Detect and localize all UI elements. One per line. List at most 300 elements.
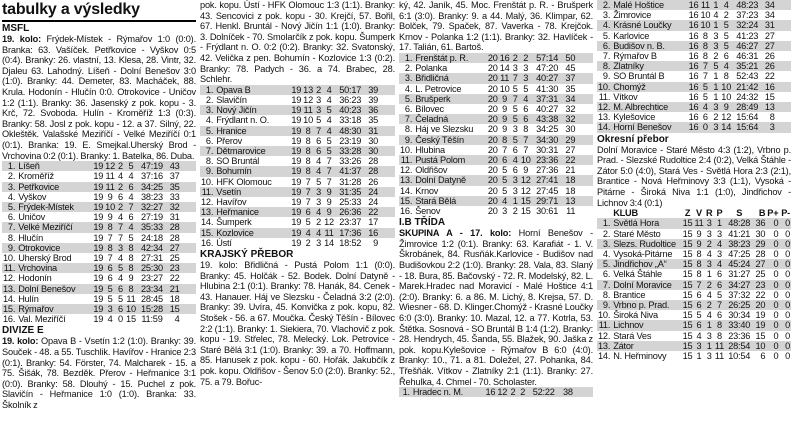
cell-bm [585, 124, 593, 134]
cell-t: Hradec n. M. [412, 387, 485, 397]
cell-d: 7 [511, 73, 520, 83]
cell-sc: 31:35 [335, 187, 366, 197]
cell-p: 22 [563, 155, 577, 165]
cell-n: 7. [602, 51, 611, 62]
cell-sc: 27:31 [140, 252, 163, 263]
cell-p: 26 [764, 51, 775, 62]
cell-n: 7. [597, 280, 612, 290]
table-row [200, 95, 395, 105]
cell-bp [576, 206, 584, 216]
cell-sc: 23:27 [140, 273, 163, 284]
table-row [399, 114, 593, 124]
cell-bm [585, 94, 593, 104]
cell-l: 3 [520, 73, 532, 83]
cell-n: 4. [404, 83, 413, 94]
cell-g: 19 [93, 314, 104, 325]
cell-bm [585, 84, 593, 94]
cell-w: 7 [305, 196, 311, 207]
table-row [597, 51, 791, 61]
krajsky-prebor-results-text: 19. kolo: Břidličná - Pustá Polom 1:1 (0:0). Branky: 45. Holčák - 52. Bodek. Dolní Datyně - Hlubina 2:1 (0:1). Branky: 78. Hanák, 84. Cenek - 43. Hanauer. Háj ve Slezsku - Čeladná 3:2 (2:0). Branky: 39. Uvíra, 45. Konvička z pok. kopu, 82. Stošek - 56. a 67. Moučka. Český Těšín - Bílovec 2:2 (1:1). Branky: 1. Siekiera, 70. Vlachovič z pok. kopu - 19. Střelec, 78. Melecký. Lok. Petrovice - Staré Bělá 3:1 (1:0). Branky: 39. a 70. Hoffmann, 85. Hanusek z pok. kopu - 60. Hořák. Jakubčík z pok. kopu. Oldřišov - Šenov 5:0 (2:0). Branky: 52., 75. a 79. Bořuc- [200, 260, 395, 387]
table-row [597, 41, 791, 51]
cell-n: 8. [205, 156, 214, 167]
cell-t: Slezs. Rudoltice [612, 239, 681, 249]
table-row [597, 71, 791, 81]
cell-bm [387, 166, 395, 176]
cell-n: 9. [200, 166, 215, 176]
cell-d: 4 [706, 289, 712, 300]
cell-bp [181, 212, 189, 222]
cell-g: 19 [291, 207, 302, 218]
cell-d: 3 [705, 218, 714, 228]
cell-bm [188, 202, 196, 212]
cell-sc: 37:31 [532, 94, 563, 104]
cell-g: 19 [93, 212, 104, 223]
cell-d: 1 [706, 269, 712, 280]
cell-p: 4 [174, 314, 180, 325]
cell-bp [379, 187, 387, 197]
cell-p: 30 [565, 124, 576, 135]
table-row [597, 249, 791, 259]
cell-bm [585, 104, 593, 114]
cell-d: 3 [512, 185, 518, 196]
cell-bm [585, 206, 593, 216]
cell-l: 11 [324, 227, 334, 238]
cell-w: 7 [302, 187, 314, 197]
cell-n: 15. [400, 195, 413, 206]
cell-t: KLUB [613, 208, 638, 219]
cell-d: 2 [713, 51, 719, 62]
cell-sc: 18:52 [339, 237, 362, 248]
cell-bp: 0 [766, 320, 779, 330]
table-row [2, 161, 196, 171]
cell-l: 6 [520, 114, 532, 124]
cell-t: Šumperk [216, 217, 252, 228]
cell-p: 22 [169, 273, 180, 284]
cell-bm [188, 284, 196, 294]
table-row [597, 61, 791, 71]
cell-bp [379, 105, 387, 115]
cell-n: 14. [598, 122, 611, 133]
cell-t: Brantice [613, 289, 646, 300]
cell-l: 5 [723, 30, 729, 41]
cell-l: 6 [128, 212, 134, 223]
cell-g: 19 [291, 156, 302, 167]
cell-n: 11. [201, 186, 214, 197]
cell-l: 12 [324, 217, 334, 228]
cell-bm: 0 [779, 320, 791, 330]
cell-d: 2 [705, 280, 714, 290]
cell-sc: 32:24 [732, 20, 762, 30]
cell-w: 8 [302, 126, 314, 136]
cell-t: Frýdlant n. O. [216, 115, 270, 126]
table-row [597, 351, 791, 361]
cell-w: 3 [104, 304, 116, 314]
cell-g: 19 [93, 303, 104, 314]
cell-bm [783, 122, 791, 132]
table-row [399, 175, 593, 185]
cell-d: 3 [706, 351, 712, 362]
cell-t: Široká Niva [613, 310, 658, 321]
cell-w: 6 [693, 320, 704, 330]
cell-l: 7 [520, 135, 532, 145]
cell-bp [379, 238, 387, 248]
cell-d: 3 [314, 187, 323, 197]
cell-d: 4 [314, 207, 323, 217]
table-row [597, 92, 791, 102]
cell-d: 2 [116, 202, 125, 212]
cell-sc: 11:59 [141, 314, 163, 325]
cell-n: 2. [404, 63, 413, 74]
cell-g: 15 [682, 351, 693, 362]
table-row [200, 187, 395, 197]
cell-p: 22 [755, 289, 766, 300]
cell-t: Nový Jičín [215, 105, 290, 115]
cell-g: 16 [688, 0, 699, 10]
cell-d: 3 [706, 330, 712, 341]
cell-g: 19 [93, 222, 104, 233]
cell-w: 8 [104, 222, 116, 232]
cell-g: 15 [682, 238, 693, 249]
cell-sc: 34:27 [725, 280, 753, 290]
cell-sc: 47:19 [137, 161, 167, 171]
cell-sc: 31:27 [728, 269, 751, 280]
cell-bm [783, 71, 791, 81]
cell-t: Ústí [216, 237, 232, 248]
cell-g: 16 [688, 61, 699, 72]
cell-bm [387, 187, 395, 197]
cell-g: 19 [93, 273, 104, 284]
cell-l: 9 [326, 196, 332, 207]
table-row [399, 387, 593, 397]
cell-t: Vrchovina [17, 263, 92, 273]
cell-d: 5 [316, 115, 322, 126]
cell-d: 2 [116, 182, 125, 192]
cell-g: 20 [487, 52, 498, 63]
cell-n: 8. [7, 232, 16, 243]
table-row [597, 31, 791, 41]
cell-bm [783, 0, 791, 10]
cell-bp [576, 114, 584, 124]
cell-d: 4 [314, 228, 323, 238]
cell-w: 10 [303, 115, 313, 126]
cell-p: 33 [169, 191, 180, 202]
cell-sc: 37:16 [140, 171, 163, 182]
cell-d: 2 [705, 300, 714, 310]
cell-g: 15 [682, 279, 693, 290]
cell-w: 5 [699, 82, 711, 92]
cell-g: 20 [487, 165, 498, 176]
cell-p: 6 [760, 351, 766, 362]
cell-g: 19 [93, 191, 104, 202]
cell-p: 35 [167, 182, 180, 192]
cell-n: 12. [598, 102, 611, 113]
cell-g: 19 [93, 242, 104, 253]
cell-bp [379, 228, 387, 238]
cell-bm [188, 314, 196, 324]
cell-l: 2 [520, 53, 532, 63]
cell-bp [181, 253, 189, 263]
cell-d: 4 [316, 156, 322, 167]
cell-bp [181, 161, 189, 171]
cell-t: Hlučín [18, 232, 44, 243]
table-row [200, 217, 395, 227]
cell-d: 3 [511, 175, 520, 185]
cell-bm [585, 63, 593, 73]
cell-l: 7 [523, 144, 529, 155]
cell-l: 5 [720, 20, 732, 30]
cell-bm [387, 207, 395, 217]
cell-n: 8. [404, 124, 413, 135]
cell-bp [776, 112, 784, 122]
cell-d: 2 [705, 239, 714, 249]
cell-l: 4 [720, 61, 732, 71]
cell-p: 13 [563, 196, 577, 206]
cell-d: 5 [511, 114, 520, 124]
cell-n: 6. [205, 135, 214, 146]
msfl-results-text [2, 34, 196, 161]
cell-n: 13. [400, 175, 413, 186]
cell-w: 0 [699, 122, 711, 132]
cell-d: 4 [118, 171, 123, 182]
cell-d: 7 [116, 222, 125, 232]
cell-l: 9 [323, 187, 335, 197]
table-row [2, 273, 196, 283]
table-row [200, 228, 395, 238]
cell-d: R [706, 208, 713, 219]
cell-w: 8 [693, 259, 704, 269]
cell-p: 38 [560, 387, 574, 397]
cell-n: 2. [602, 228, 611, 239]
cell-sc: 28:49 [732, 102, 762, 112]
cell-sc: 35:33 [137, 222, 167, 232]
cell-w: 9 [502, 124, 508, 135]
cell-t: Vyškov [18, 191, 47, 202]
cell-d: 6 [512, 165, 518, 176]
cell-w: 8 [696, 249, 702, 260]
cell-p: 36 [753, 218, 766, 228]
cell-bm [188, 263, 196, 273]
table-row [597, 10, 791, 20]
cell-n: 9. [399, 135, 414, 145]
cell-l: 9 [128, 273, 134, 284]
cell-sc: 34:30 [532, 135, 563, 145]
cell-bp [181, 222, 189, 232]
cell-p: 24 [368, 196, 379, 207]
table-row [399, 165, 593, 175]
cell-n: 12. [201, 196, 214, 207]
table-row [2, 314, 196, 324]
cell-n: 5. [2, 202, 17, 212]
cell-w: 10 [105, 201, 115, 212]
cell-g: 20 [487, 195, 498, 206]
cell-p: 18 [563, 175, 577, 185]
cell-bm [585, 196, 593, 206]
cell-sc: 41:23 [736, 30, 759, 41]
table-row [2, 171, 196, 181]
table-row [597, 290, 791, 300]
table-row [597, 300, 791, 310]
cell-sc: 47:20 [536, 63, 559, 74]
table-row [399, 186, 593, 196]
table-row [200, 177, 395, 187]
cell-d: 7 [118, 232, 123, 243]
cell-g: 19 [93, 283, 104, 294]
cell-sc: 40:23 [335, 105, 366, 115]
cell-g: 15 [682, 289, 693, 300]
cell-n: 3. [399, 73, 414, 83]
cell-bm [188, 192, 196, 202]
cell-l: 14 [324, 237, 334, 248]
cell-t: Frýdek-Místek [17, 202, 92, 212]
table-row [399, 145, 593, 155]
cell-bm: 0 [785, 249, 790, 260]
cell-p: 28 [365, 166, 379, 176]
cell-l: 5 [717, 289, 722, 300]
cell-p: 43 [167, 161, 180, 171]
cell-t: Světlá Hora [612, 218, 681, 228]
msfl-standings-table [2, 161, 196, 324]
cell-t: Zlatníky [612, 61, 687, 71]
table-row [597, 0, 791, 10]
table-row [597, 320, 791, 330]
cell-bp [181, 273, 189, 283]
cell-n: 4. [7, 191, 16, 202]
cell-g: 16 [688, 10, 699, 21]
cell-n: 12. [400, 165, 413, 176]
table-row [399, 155, 593, 165]
cell-sc: 37:32 [728, 289, 751, 300]
cell-bp [181, 202, 189, 212]
cell-g: 19 [93, 293, 104, 304]
cell-sc: 26:36 [335, 207, 366, 217]
cell-p: 32 [167, 202, 180, 212]
cell-p: 31 [169, 212, 180, 223]
cell-w: 4 [302, 228, 314, 238]
cell-w: 5 [305, 217, 311, 228]
cell-t: Velké Meziříčí [17, 222, 92, 232]
cell-bm [585, 73, 593, 83]
cell-bp [576, 94, 584, 104]
cell-sc: 23:34 [137, 284, 167, 294]
cell-sc: 27:36 [536, 165, 559, 176]
cell-t: Rýmařov B [613, 51, 657, 62]
cell-bp [379, 166, 387, 176]
cell-bp [379, 156, 387, 166]
cell-bm [783, 51, 791, 61]
cell-sc: 41:21 [728, 228, 751, 239]
cell-bm [783, 31, 791, 41]
cell-g: 20 [487, 124, 498, 135]
cell-t: HFK Olomouc [216, 176, 272, 187]
cell-n: 6. [597, 41, 612, 51]
cell-g: 19 [291, 176, 302, 187]
cell-p: 10 [753, 341, 766, 351]
table-row [2, 284, 196, 294]
cell-d: 6 [116, 304, 125, 314]
table-row [2, 202, 196, 212]
cell-bm [783, 61, 791, 71]
cell-w: 9 [499, 94, 511, 104]
cell-g: 19 [291, 217, 302, 228]
cell-w: 6 [702, 112, 708, 123]
cell-bm [188, 161, 196, 171]
cell-p: 29 [563, 135, 577, 145]
cell-p: 34 [563, 94, 577, 104]
cell-l: 4 [326, 115, 332, 126]
cell-g: 15 [682, 218, 693, 229]
cell-t: Krásné Loučky [612, 20, 687, 30]
cell-w: 9 [693, 239, 704, 249]
cell-g: 16 [688, 91, 699, 102]
cell-bm [585, 145, 593, 155]
table-row [200, 238, 395, 248]
column-2 [200, 0, 395, 434]
cell-l: 10 [126, 303, 136, 314]
cell-n: 10. [598, 81, 611, 92]
cell-g: 19 [291, 135, 302, 146]
cell-n: 6. [7, 212, 16, 223]
cell-bp: 0 [766, 218, 779, 228]
cell-g: 19 [93, 181, 104, 192]
cell-bp [181, 243, 189, 253]
cell-bp: 0 [766, 341, 779, 351]
cell-t: Hranice [215, 126, 290, 136]
cell-bp [379, 207, 387, 217]
cell-p: 27 [753, 259, 766, 269]
table-row [399, 124, 593, 134]
cell-bm [583, 387, 593, 397]
cell-sc: 52:43 [736, 71, 759, 82]
cell-t: Staré Město [613, 228, 661, 239]
cell-d: 6 [116, 284, 125, 294]
cell-t: Velká Štáhle [613, 269, 662, 280]
cell-p: 27 [167, 243, 180, 253]
cell-bm [387, 85, 395, 95]
table-row [399, 94, 593, 104]
table-row [2, 294, 196, 304]
cell-t: Přerov [216, 135, 243, 146]
cell-n: 4. [597, 20, 612, 30]
cell-sc: 48:30 [335, 126, 366, 136]
cell-sc: 50:17 [335, 85, 366, 95]
cell-g: 20 [487, 155, 498, 165]
cell-w: 16 [499, 52, 510, 63]
cell-w: 8 [499, 135, 511, 145]
cell-d: 5 [116, 263, 125, 273]
cell-w: 9 [696, 228, 702, 239]
table-row [2, 253, 196, 263]
cell-sc: 28:45 [140, 293, 163, 304]
cell-t: Háj ve Slezsku [415, 124, 474, 135]
cell-l: 6 [717, 269, 722, 280]
cell-w: 7 [699, 61, 711, 71]
cell-bp [379, 126, 387, 136]
cell-g: 19 [291, 115, 302, 126]
cell-g: 19 [291, 227, 302, 238]
cell-t: Hlubina [415, 144, 445, 155]
cell-p: 21 [167, 284, 180, 294]
cell-d: 1 [511, 196, 520, 206]
cell-p: 29 [753, 239, 766, 249]
cell-n: 13. [598, 340, 611, 351]
cell-w: 8 [302, 146, 314, 156]
cell-bm: 0 [785, 310, 790, 321]
cell-n: 1. [399, 387, 412, 397]
cell-l: 6 [714, 280, 725, 290]
cell-d: 3 [316, 196, 322, 207]
cell-bm [783, 102, 791, 112]
cell-g: 20 [487, 73, 498, 84]
